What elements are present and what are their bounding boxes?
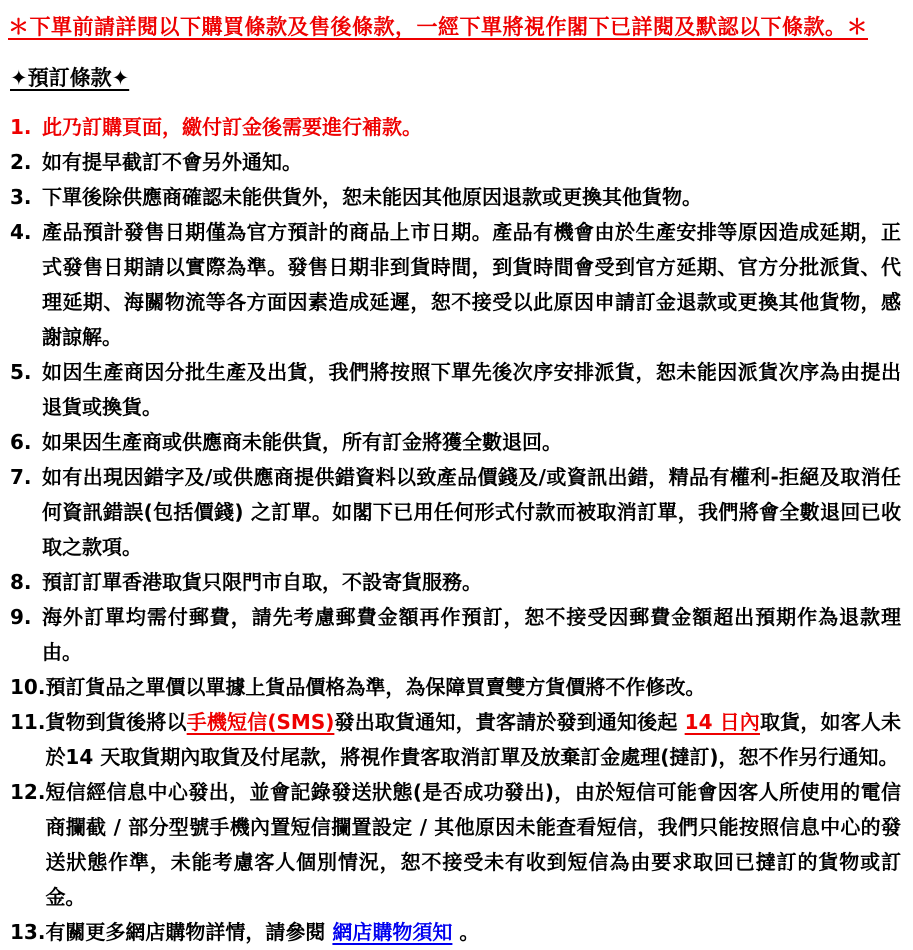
term-segment: 。 [452, 920, 480, 944]
term-text [45, 915, 903, 950]
term-number: 4. [10, 220, 32, 244]
term-item-12 [8, 775, 903, 915]
term-text [42, 355, 903, 425]
term-segment: 此乃訂購頁面，繳付訂金後需要進行補款。 [42, 115, 422, 139]
term-item-6 [8, 425, 903, 460]
term-item-3 [8, 180, 903, 215]
term-segment: 發出取貨通知，貴客請於發到通知後起 [334, 710, 685, 734]
term-item-4 [8, 215, 903, 355]
term-item-13 [8, 915, 903, 950]
term-segment: 如果因生產商或供應商未能供貨，所有訂金將獲全數退回。 [42, 430, 562, 454]
term-segment: 如有提早截訂不會另外通知。 [42, 150, 302, 174]
highlight-text: 14 日內 [684, 710, 760, 734]
notice-banner: ＊下單前請詳閱以下購買條款及售後條款，一經下單將視作閣下已詳閱及默認以下條款。＊ [8, 15, 868, 39]
term-text [42, 460, 903, 565]
shop-guide-link[interactable]: 網店購物須知 [332, 920, 453, 944]
term-item-1 [8, 110, 903, 145]
term-number: 3. [10, 185, 32, 209]
term-number: 13. [10, 920, 46, 944]
term-segment: 如有出現因錯字及/或供應商提供錯資料以致產品價錢及/或資訊出錯，精品有權利-拒絕及取消任何資訊錯誤(包括價錢) 之訂單。如閣下已用任何形式付款而被取消訂單，我們將會全數退回已收取之款項。 [42, 465, 901, 559]
term-text [42, 600, 903, 670]
term-number: 6. [10, 430, 32, 454]
highlight-text: 手機短信(SMS) [186, 710, 335, 734]
term-segment: 短信經信息中心發出，並會記錄發送狀態(是否成功發出)，由於短信可能會因客人所使用的電信商攔截 / 部分型號手機內置短信攔置設定 / 其他原因未能查看短信，我們只能按照信息中心的發送狀態作準，未能考慮客人個別情況，恕不接受未有收到短信為由要求取回已撻訂的貨物或訂金。 [45, 780, 901, 909]
term-item-5 [8, 355, 903, 425]
term-number: 10. [10, 675, 46, 699]
section-title: ✦預訂條款✦ [10, 66, 130, 90]
term-text [42, 425, 903, 460]
term-number: 5. [10, 360, 32, 384]
term-segment: 有關更多網店購物詳情，請參閱 [45, 920, 333, 944]
term-number: 8. [10, 570, 32, 594]
term-number: 2. [10, 150, 32, 174]
term-number: 9. [10, 605, 32, 629]
term-number: 1. [10, 115, 32, 139]
term-text [42, 145, 903, 180]
term-item-8 [8, 565, 903, 600]
term-segment: 海外訂單均需付郵費，請先考慮郵費金額再作預訂，恕不接受因郵費金額超出預期作為退款理由。 [42, 605, 901, 664]
term-text [42, 110, 903, 145]
term-text [42, 565, 903, 600]
term-segment: 如因生產商因分批生產及出貨，我們將按照下單先後次序安排派貨，恕未能因派貨次序為由提出退貨或換貨。 [42, 360, 901, 419]
term-text [42, 180, 903, 215]
terms-list [8, 110, 903, 950]
term-text [45, 775, 903, 915]
term-item-11 [8, 705, 903, 775]
term-segment: 下單後除供應商確認未能供貨外，恕未能因其他原因退款或更換其他貨物。 [42, 185, 702, 209]
term-item-2 [8, 145, 903, 180]
term-segment: 產品預計發售日期僅為官方預計的商品上市日期。產品有機會由於生產安排等原因造成延期，正式發售日期請以實際為準。發售日期非到貨時間，到貨時間會受到官方延期、官方分批派貨、代理延期、海關物流等各方面因素造成延遲，恕不接受以此原因申請訂金退款或更換其他貨物，感謝諒解。 [42, 220, 901, 349]
term-item-7 [8, 460, 903, 565]
term-segment: 貨物到貨後將以 [45, 710, 187, 734]
term-number: 11. [10, 710, 46, 734]
term-segment: 預訂訂單香港取貨只限門市自取，不設寄貨服務。 [42, 570, 482, 594]
term-text [45, 670, 903, 705]
term-item-10 [8, 670, 903, 705]
term-item-9 [8, 600, 903, 670]
term-segment: 取貨，如客人未於14 天取貨期內取貨及付尾款，將視作貴客取消訂單及放棄訂金處理(撻訂)，恕不作另行通知。 [45, 710, 902, 769]
term-number: 12. [10, 780, 46, 804]
term-text [42, 215, 903, 355]
term-segment: 預訂貨品之單價以單據上貨品價格為準，為保障買賣雙方貨價將不作修改。 [45, 675, 706, 699]
term-number: 7. [10, 465, 32, 489]
term-text [45, 705, 903, 775]
